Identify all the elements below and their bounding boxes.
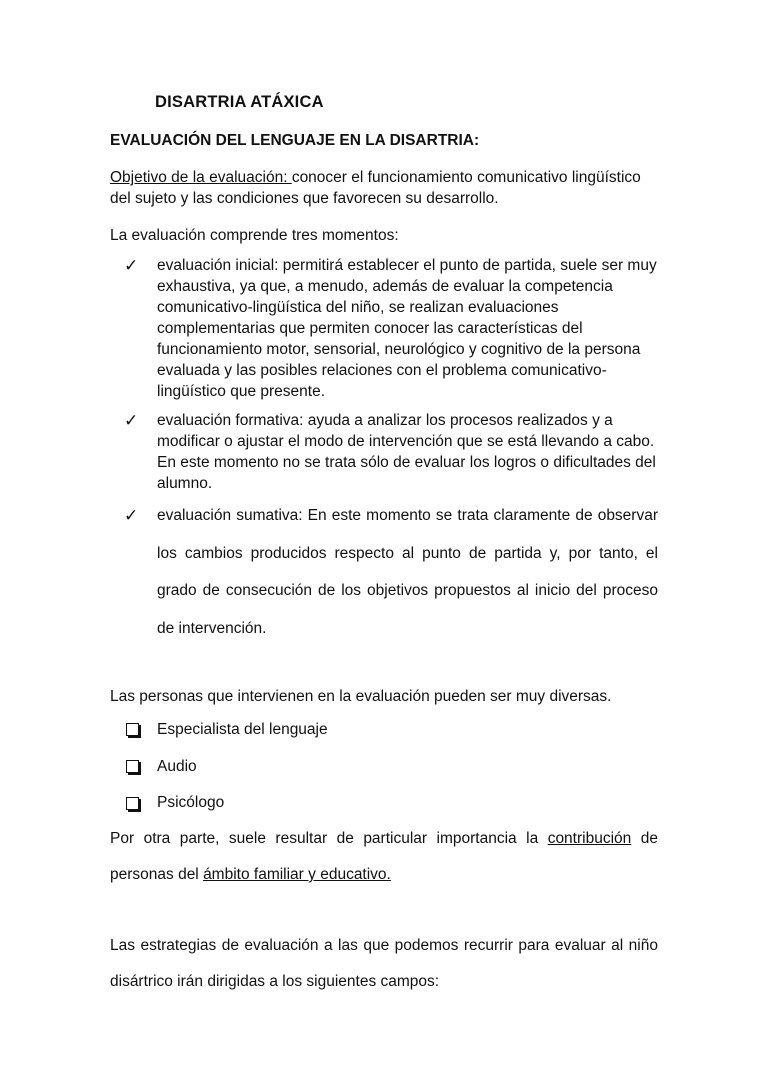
contribution-text: personas del xyxy=(110,866,204,883)
objective-text: conocer el funcionamiento comunicativo lingüístico del sujeto y las condiciones que favorecen su desarrollo. xyxy=(110,169,641,207)
people-item: Audio xyxy=(157,758,197,775)
checkmark-icon: ✓ xyxy=(124,411,139,430)
checkbox-icon xyxy=(126,760,139,773)
contribution-line-2 xyxy=(110,864,658,885)
section-heading: EVALUACIÓN DEL LENGUAJE EN LA DISARTRIA: xyxy=(110,132,480,149)
contribution-line-1 xyxy=(110,828,658,849)
moment-item-summative: evaluación sumativa: En este momento se trata claramente de observar los cambios producidos respecto al punto de partida y, por tanto, el grado de consecución de los objetivos propuestos al inicio del proceso de intervención. xyxy=(157,507,658,637)
checkbox-icon xyxy=(126,797,139,810)
strategies-line-2: disártrico irán dirigidas a los siguientes campos: xyxy=(110,973,440,990)
checkbox-icon xyxy=(126,723,139,736)
people-item: Especialista del lenguaje xyxy=(157,721,328,738)
moment-item-formative: evaluación formativa: ayuda a analizar los procesos realizados y a modificar o ajustar el modo de intervención que se está llevando a cabo. En este momento no se trata sólo de evaluar los logros o dificultades del alumno. xyxy=(157,412,656,492)
moments-intro: La evaluación comprende tres momentos: xyxy=(110,227,399,244)
strategies-line-1: Las estrategias de evaluación a las que podemos recurrir para evaluar al niño xyxy=(110,937,658,954)
checkmark-icon: ✓ xyxy=(124,256,139,275)
family-education-underlined: ámbito familiar y educativo. xyxy=(203,866,391,883)
contribution-text: Por otra parte, suele resultar de particular importancia la xyxy=(110,830,548,847)
objective-label: Objetivo de la evaluación: xyxy=(110,169,292,186)
moment-item-initial: evaluación inicial: permitirá establecer el punto de partida, suele ser muy exhaustiva, ya que, a menudo, además de evaluar la competencia comunicativo-lingüística del niño, se realizan evaluaciones complementarias que permiten conocer las características del funcionamiento motor, sensorial, neurológico y cognitivo de la persona evaluada y las posibles relaciones con el problema comunicativo-lingüístico que presente. xyxy=(157,257,657,400)
people-intro: Las personas que intervienen en la evaluación pueden ser muy diversas. xyxy=(110,688,612,705)
objective-paragraph xyxy=(110,167,658,209)
people-item: Psicólogo xyxy=(157,794,225,811)
contribution-underlined: contribución xyxy=(547,830,632,847)
contribution-text-end: de xyxy=(631,830,658,847)
checkmark-icon: ✓ xyxy=(124,506,139,525)
document-title: DISARTRIA ATÁXICA xyxy=(155,93,324,111)
